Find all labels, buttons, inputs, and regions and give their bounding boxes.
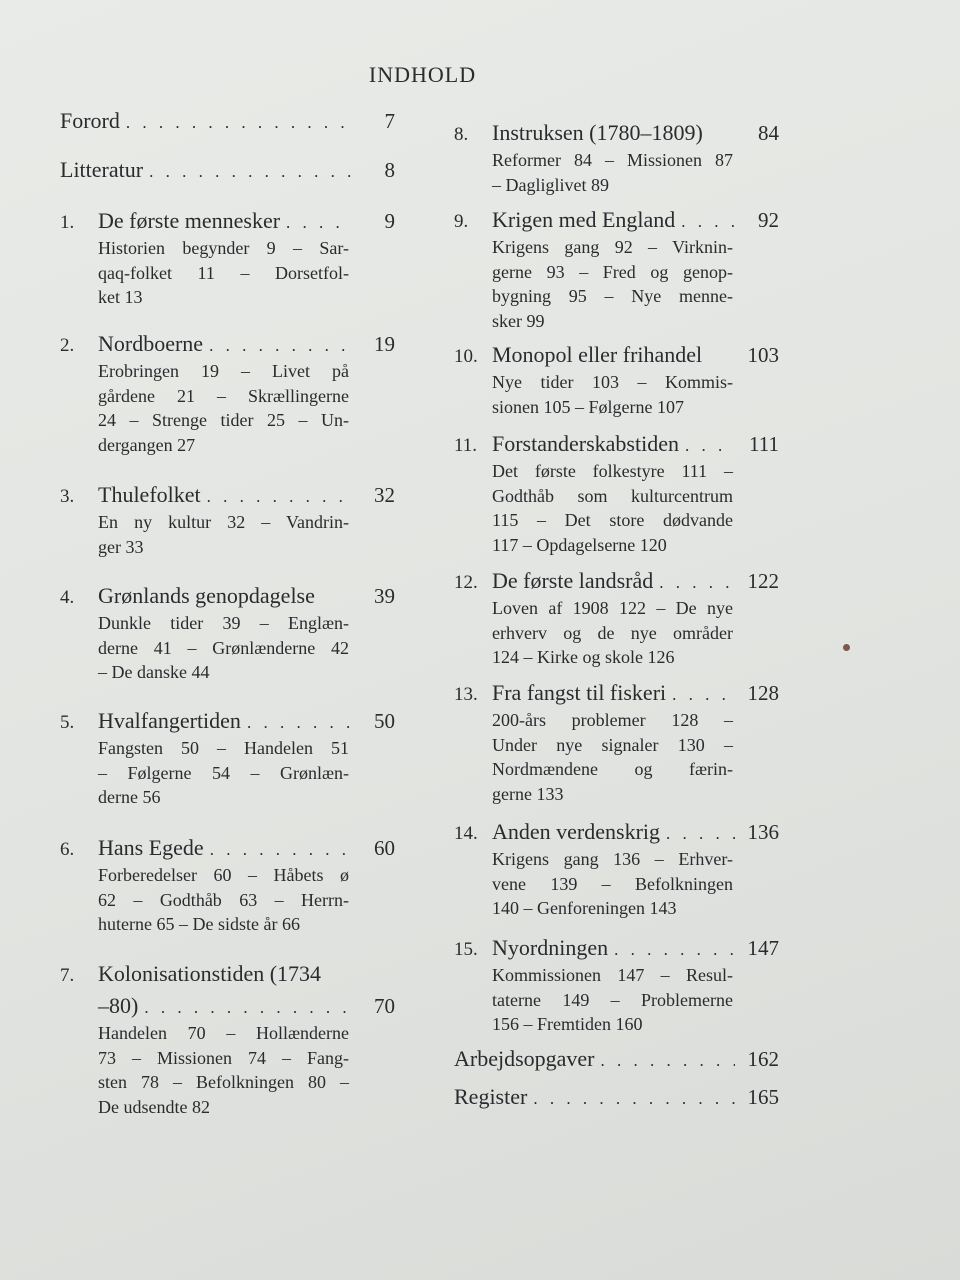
chapter-subtopics <box>492 963 733 1037</box>
toc-chapter-2 <box>60 331 395 457</box>
page-number: 122 <box>747 569 779 593</box>
toc-chapter-5 <box>60 708 395 810</box>
toc-chapter-6 <box>60 835 395 937</box>
chapter-number: 1. <box>60 212 75 233</box>
subtopic-line: Godthåb som kulturcentrum <box>492 485 733 506</box>
subtopic-line: – Følgerne 54 – Grønlæn- <box>98 762 349 783</box>
subtopic-line: 200-års problemer 128 – <box>492 710 733 730</box>
subtopic-line: vene 139 – Befolkningen <box>492 873 733 894</box>
chapter-number: 13. <box>454 684 478 705</box>
chapter-number: 8. <box>454 124 469 145</box>
page-number: 7 <box>384 109 395 133</box>
page-number: 165 <box>747 1085 779 1109</box>
subtopic-line: ket 13 <box>98 287 143 307</box>
entry-title: De første landsråd <box>492 568 654 593</box>
page-number: 147 <box>747 936 779 960</box>
entry-title: Register <box>454 1084 528 1109</box>
entry-title: Hvalfangertiden <box>98 708 241 733</box>
chapter-subtopics <box>492 708 733 806</box>
chapter-subtopics <box>98 510 349 559</box>
subtopic-line: dergangen 27 <box>98 434 196 455</box>
entry-title: De første mennesker <box>98 208 281 233</box>
leader-dots <box>286 210 351 236</box>
page-number: 32 <box>374 483 395 507</box>
toc-entry-arbejdsopgaver <box>454 1046 779 1074</box>
toc-entry-forord <box>60 108 395 136</box>
chapter-subtopics <box>492 459 733 557</box>
entry-title: Grønlands genopdagelse <box>98 583 315 608</box>
chapter-subtopics <box>98 863 349 937</box>
subtopic-line: En ny kultur 32 – Vandrin- <box>98 512 349 532</box>
subtopic-line: – De danske 44 <box>98 662 210 682</box>
subtopic-line: Forberedelser 60 – Håbets ø <box>98 865 349 885</box>
chapter-number: 2. <box>60 335 75 356</box>
subtopic-line: 62 – Godthåb 63 – Herrn- <box>98 889 349 910</box>
subtopic-line: Under nye signaler 130 – <box>492 734 733 755</box>
chapter-number: 10. <box>454 346 478 367</box>
chapter-subtopics <box>98 236 349 310</box>
subtopic-line: sionen 105 – Følgerne 107 <box>492 396 684 417</box>
toc-chapter-3 <box>60 482 395 559</box>
entry-title: Monopol eller frihandel <box>492 342 703 367</box>
subtopic-line: sten 78 – Befolkningen 80 – <box>98 1072 349 1092</box>
chapter-subtopics <box>98 611 349 685</box>
leader-dots <box>210 837 351 863</box>
chapter-subtopics <box>492 596 733 670</box>
leader-dots <box>614 937 735 963</box>
page-number: 39 <box>374 584 395 608</box>
leader-dots <box>666 821 735 847</box>
chapter-subtopics <box>492 370 733 419</box>
page-number: 60 <box>374 836 395 860</box>
subtopic-line: qaq-folket 11 – Dorsetfol- <box>98 262 349 283</box>
page-number: 19 <box>374 332 395 356</box>
subtopic-line: Erobringen 19 – Livet på <box>98 361 349 381</box>
page-number: 128 <box>747 681 779 705</box>
toc-entry-litteratur <box>60 157 395 185</box>
chapter-number: 9. <box>454 211 469 232</box>
page-number: 9 <box>384 209 395 233</box>
leader-dots <box>685 433 735 459</box>
subtopic-line: 117 – Opdagelserne 120 <box>492 534 667 555</box>
toc-entry-register <box>454 1084 779 1112</box>
subtopic-line: derne 41 – Grønlænderne 42 <box>98 637 349 658</box>
chapter-number: 15. <box>454 939 478 960</box>
subtopic-line: gårdene 21 – Skrællingerne <box>98 385 349 406</box>
toc-chapter-13 <box>454 680 779 806</box>
entry-title: Forstanderskabstiden <box>492 431 679 456</box>
subtopic-line: erhverv og de nye områder <box>492 622 733 643</box>
subtopic-line: gerne 93 – Fred og genop- <box>492 261 733 282</box>
chapter-number: 4. <box>60 587 75 608</box>
page-number: 8 <box>384 158 395 182</box>
subtopic-line: Kommissionen 147 – Resul- <box>492 965 733 985</box>
toc-chapter-9 <box>454 207 779 333</box>
subtopic-line: 115 – Det store dødvande <box>492 510 733 530</box>
toc-chapter-11 <box>454 431 779 557</box>
subtopic-line: Det første folkestyre 111 – <box>492 461 733 481</box>
entry-title: Krigen med England <box>492 207 676 232</box>
chapter-number: 14. <box>454 823 478 844</box>
subtopic-line: Nye tider 103 – Kommis- <box>492 372 733 392</box>
leader-dots <box>209 333 351 359</box>
entry-title: Litteratur <box>60 157 144 182</box>
subtopic-line: gerne 133 <box>492 783 564 804</box>
leader-dots <box>126 110 351 136</box>
entry-title: Anden verdenskrig <box>492 819 661 844</box>
leader-dots <box>601 1048 735 1074</box>
page-number: 50 <box>374 709 395 733</box>
chapter-number: 5. <box>60 712 75 733</box>
toc-chapter-4 <box>60 583 395 685</box>
subtopic-line: Dunkle tider 39 – Englæn- <box>98 613 349 633</box>
subtopic-line: 24 – Strenge tider 25 – Un- <box>98 410 349 430</box>
subtopic-line: bygning 95 – Nye menne- <box>492 286 733 306</box>
entry-title: Kolonisationstiden (1734 <box>98 961 322 986</box>
subtopic-line: – Dagliglivet 89 <box>492 174 609 195</box>
entry-title: Nyordningen <box>492 935 609 960</box>
toc-chapter-1 <box>60 208 395 310</box>
chapter-subtopics <box>492 847 733 921</box>
chapter-number: 11. <box>454 435 478 456</box>
chapter-subtopics <box>98 1021 349 1119</box>
chapter-subtopics <box>492 148 733 197</box>
page-number: 84 <box>758 121 779 145</box>
toc-chapter-12 <box>454 568 779 670</box>
subtopic-line: Handelen 70 – Hollænderne <box>98 1023 349 1043</box>
page-number: 103 <box>747 343 779 367</box>
toc-chapter-8 <box>454 120 779 197</box>
page-number: 136 <box>747 820 779 844</box>
subtopic-line: De udsendte 82 <box>98 1096 210 1117</box>
toc-chapter-14 <box>454 819 779 921</box>
chapter-subtopics <box>98 736 349 810</box>
page-number: 162 <box>747 1047 779 1071</box>
entry-title: Thulefolket <box>98 482 201 507</box>
subtopic-line: Krigens gang 92 – Virknin- <box>492 237 733 257</box>
toc-chapter-10 <box>454 342 779 419</box>
chapter-subtopics <box>492 235 733 333</box>
leader-dots <box>149 159 351 185</box>
entry-title-continued: –80) <box>98 993 139 1018</box>
toc-chapter-15 <box>454 935 779 1037</box>
entry-title: Arbejdsopgaver <box>454 1046 595 1071</box>
subtopic-line: Reformer 84 – Missionen 87 <box>492 150 733 170</box>
leader-dots <box>533 1086 735 1112</box>
entry-title: Nordboerne <box>98 331 204 356</box>
chapter-number: 3. <box>60 486 75 507</box>
subtopic-line: Krigens gang 136 – Erhver- <box>492 849 733 869</box>
leader-dots <box>144 995 351 1021</box>
entry-title: Forord <box>60 108 120 133</box>
leader-dots <box>672 682 735 708</box>
page-number: 92 <box>758 208 779 232</box>
subtopic-line: taterne 149 – Problemerne <box>492 989 733 1010</box>
page-title: INDHOLD <box>368 62 477 87</box>
paper-spot <box>843 644 850 651</box>
chapter-subtopics <box>98 359 349 457</box>
subtopic-line: Loven af 1908 122 – De nye <box>492 598 733 618</box>
entry-title: Instruksen (1780–1809) <box>492 120 703 145</box>
subtopic-line: Historien begynder 9 – Sar- <box>98 238 349 258</box>
leader-dots <box>659 570 735 596</box>
subtopic-line: ger 33 <box>98 536 144 557</box>
toc-chapter-7 <box>60 961 395 1119</box>
chapter-number: 6. <box>60 839 75 860</box>
entry-title: Fra fangst til fiskeri <box>492 680 667 705</box>
leader-dots <box>681 209 735 235</box>
page-number: 111 <box>749 432 779 456</box>
subtopic-line: 140 – Genforeningen 143 <box>492 898 677 918</box>
subtopic-line: 73 – Missionen 74 – Fang- <box>98 1047 349 1068</box>
subtopic-line: Fangsten 50 – Handelen 51 <box>98 738 349 758</box>
subtopic-line: derne 56 <box>98 787 161 807</box>
chapter-number: 7. <box>60 965 75 986</box>
leader-dots <box>247 710 351 736</box>
subtopic-line: sker 99 <box>492 310 545 331</box>
subtopic-line: Nordmændene og færin- <box>492 759 733 779</box>
subtopic-line: huterne 65 – De sidste år 66 <box>98 914 300 934</box>
chapter-number: 12. <box>454 572 478 593</box>
page-number: 70 <box>374 994 395 1018</box>
subtopic-line: 156 – Fremtiden 160 <box>492 1014 643 1034</box>
leader-dots <box>207 484 351 510</box>
entry-title: Hans Egede <box>98 835 204 860</box>
subtopic-line: 124 – Kirke og skole 126 <box>492 647 675 667</box>
